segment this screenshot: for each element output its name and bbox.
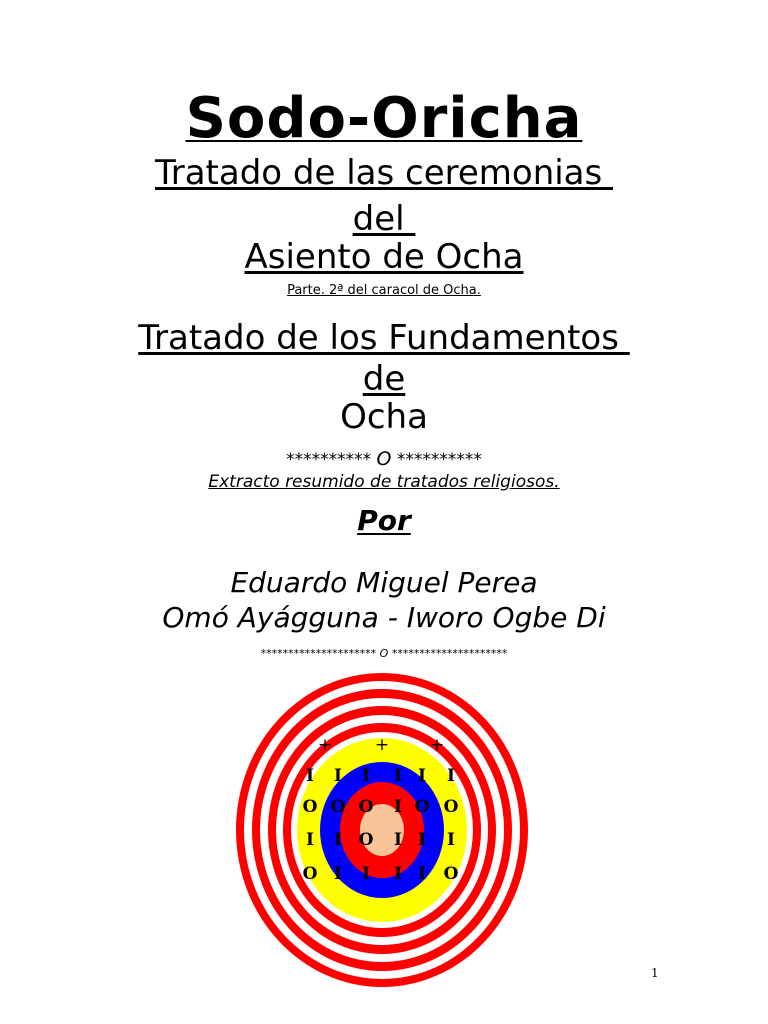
plus-mark: + — [429, 735, 445, 755]
emblem-mark: I — [418, 864, 426, 884]
separator-1-mid: O — [376, 448, 392, 470]
author-religious-name: Omó Ayágguna - Iworo Ogbe Di — [162, 601, 606, 634]
concentric-emblem — [230, 670, 540, 1000]
author-name: Eduardo Miguel Perea — [230, 566, 538, 599]
separator-2-right: ********************* — [388, 647, 508, 660]
emblem-mark: O — [330, 797, 346, 817]
by-label: Por — [357, 504, 411, 537]
separator-1 — [0, 448, 768, 470]
plus-mark: + — [374, 735, 390, 755]
fundamentos-line-1: Tratado de los Fundamentos — [138, 318, 630, 358]
emblem-mark: I — [334, 864, 342, 884]
emblem-mark: O — [358, 797, 374, 817]
emblem-mark: I — [418, 830, 426, 850]
separator-2 — [0, 647, 768, 660]
emblem-rings — [236, 673, 528, 987]
fundamentos-line-2: de — [362, 359, 406, 399]
emblem-mark: O — [414, 797, 430, 817]
emblem-mark: I — [362, 864, 370, 884]
document-title: Sodo-Oricha — [185, 86, 583, 151]
separator-1-left: ********** — [286, 450, 377, 470]
emblem-mark: I — [362, 766, 370, 786]
subtitle-line-2: del — [352, 199, 416, 239]
subtitle-note: Parte. 2ª del caracol de Ocha. — [287, 283, 481, 298]
emblem-mark: O — [302, 797, 318, 817]
extract-note: Extracto resumido de tratados religiosos. — [208, 472, 560, 492]
plus-mark: + — [317, 735, 333, 755]
separator-2-mid: O — [379, 647, 389, 660]
emblem-mark: I — [334, 830, 342, 850]
subtitle-line-3: Asiento de Ocha — [244, 237, 524, 277]
emblem-mark: I — [394, 797, 402, 817]
emblem-mark: I — [418, 766, 426, 786]
emblem-mark: I — [334, 766, 342, 786]
emblem-mark: I — [306, 766, 314, 786]
subtitle-line-1: Tratado de las ceremonias — [154, 153, 614, 193]
emblem-mark: O — [443, 797, 459, 817]
emblem-mark: I — [447, 830, 455, 850]
separator-1-right: ********** — [391, 450, 482, 470]
emblem-mark: I — [394, 864, 402, 884]
separator-2-left: ********************* — [260, 647, 380, 660]
fundamentos-line-3: Ocha — [340, 397, 428, 437]
emblem-mark: O — [302, 864, 318, 884]
emblem-mark: I — [447, 766, 455, 786]
page-number: 1 — [651, 966, 659, 980]
emblem-mark: I — [306, 830, 314, 850]
emblem-mark: O — [443, 864, 459, 884]
emblem-mark: I — [394, 830, 402, 850]
emblem-mark: O — [358, 830, 374, 850]
emblem-mark: I — [394, 766, 402, 786]
